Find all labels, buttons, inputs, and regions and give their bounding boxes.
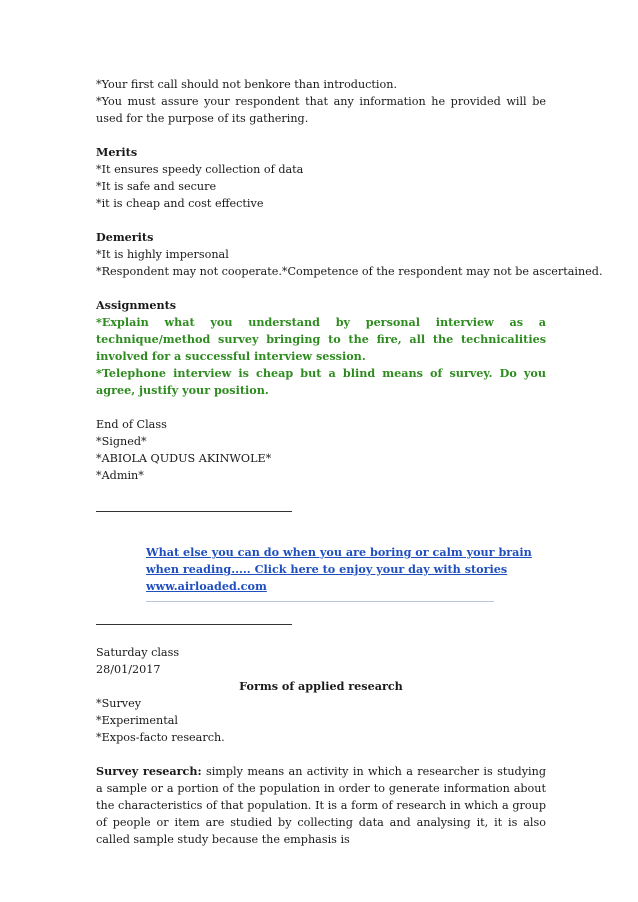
forms-item: *Experimental bbox=[96, 714, 178, 727]
signoff-line: *ABIOLA QUDUS AKINWOLE* bbox=[96, 452, 272, 465]
forms-item: *Survey bbox=[96, 697, 142, 710]
intro-line-1: *Your first call should not benkore than introduction. bbox=[96, 78, 398, 91]
class-label: Saturday class bbox=[96, 646, 180, 659]
intro-line-2: *You must assure your respondent that any information he provided will be used for the purpose of its gathering. bbox=[96, 95, 546, 125]
signoff-line: *Signed* bbox=[96, 435, 147, 448]
survey-research-term: Survey research: bbox=[96, 764, 202, 778]
promo-link-line-2[interactable]: when reading..... Click here to enjoy your day with stories bbox=[146, 562, 508, 576]
demerits-item: *Respondent may not cooperate.*Competence of the respondent may not be ascertained. bbox=[96, 265, 603, 278]
merits-item: *it is cheap and cost effective bbox=[96, 197, 264, 210]
assignment-question-2: *Telephone interview is cheap but a blind means of survey. Do you agree, justify your position. bbox=[96, 366, 546, 397]
assignments-heading: Assignments bbox=[96, 298, 177, 312]
merits-item: *It ensures speedy collection of data bbox=[96, 163, 304, 176]
promo-block bbox=[146, 544, 532, 602]
signoff-line: *Admin* bbox=[96, 469, 144, 482]
section-title: Forms of applied research bbox=[239, 679, 403, 693]
demerits-heading: Demerits bbox=[96, 230, 154, 244]
promo-link-url[interactable]: www.airloaded.com bbox=[146, 579, 267, 593]
forms-item: *Expos-facto research. bbox=[96, 731, 225, 744]
survey-research-text: simply means an activity in which a researcher is studying a sample or a portion of the population in order to generate information about the characteristics of that population. It is a form of research in which a group of people or item are studied by collecting data and analysing it, it is also called sample study because the emphasis is bbox=[96, 765, 546, 846]
survey-research-paragraph bbox=[96, 763, 546, 848]
demerits-item: *It is highly impersonal bbox=[96, 248, 229, 261]
assignment-question-1: *Explain what you understand by personal interview as a technique/method survey bringing to the fire, all the technicalities involved for a successful interview session. bbox=[96, 315, 546, 363]
merits-heading: Merits bbox=[96, 145, 138, 159]
promo-link-line-1[interactable]: What else you can do when you are boring or calm your brain bbox=[146, 545, 532, 559]
class-date: 28/01/2017 bbox=[96, 663, 161, 676]
document-page bbox=[96, 76, 603, 848]
merits-item: *It is safe and secure bbox=[96, 180, 217, 193]
signoff-line: End of Class bbox=[96, 418, 167, 431]
